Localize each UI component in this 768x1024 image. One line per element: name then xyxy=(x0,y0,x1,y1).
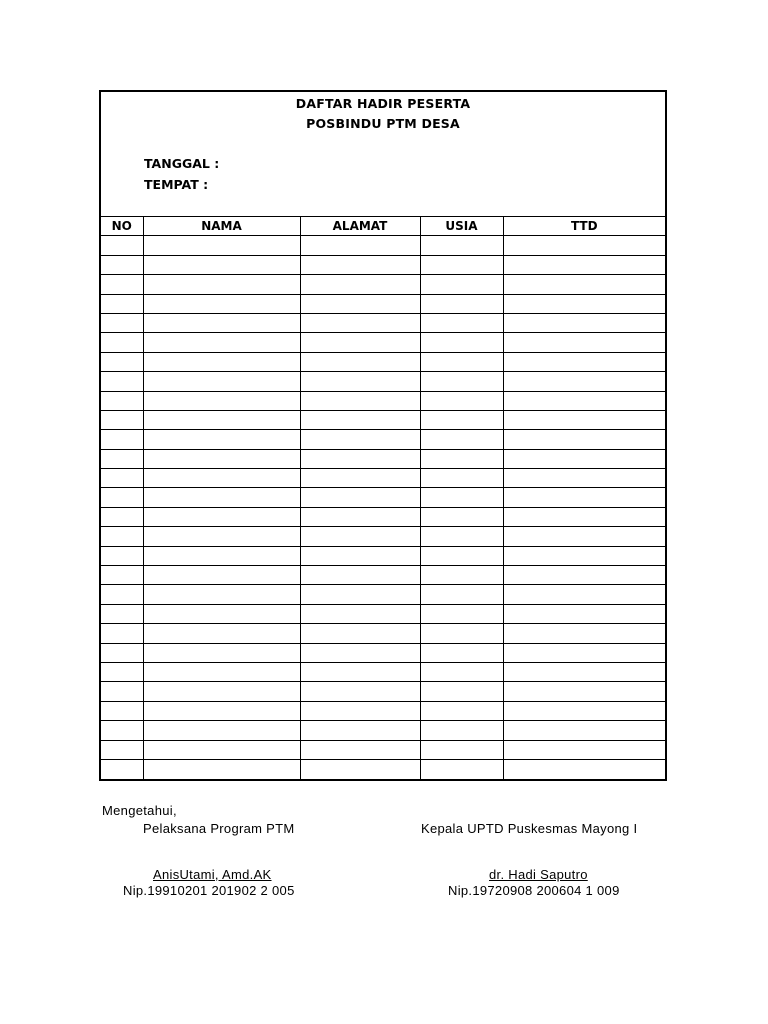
table-body xyxy=(101,236,665,779)
cell-alamat[interactable] xyxy=(300,624,420,643)
cell-nama[interactable] xyxy=(143,682,300,701)
cell-ttd[interactable] xyxy=(503,624,665,643)
column-header-ttd: TTD xyxy=(503,217,665,236)
cell-nama[interactable] xyxy=(143,566,300,585)
cell-alamat[interactable] xyxy=(300,255,420,274)
cell-ttd[interactable] xyxy=(503,294,665,313)
cell-alamat[interactable] xyxy=(300,566,420,585)
table-row xyxy=(101,682,665,701)
cell-no[interactable] xyxy=(101,294,143,313)
cell-ttd[interactable] xyxy=(503,604,665,623)
cell-alamat[interactable] xyxy=(300,275,420,294)
table-row xyxy=(101,449,665,468)
cell-usia[interactable] xyxy=(420,352,503,371)
cell-alamat[interactable] xyxy=(300,333,420,352)
cell-no[interactable] xyxy=(101,585,143,604)
table-row xyxy=(101,294,665,313)
table-row xyxy=(101,585,665,604)
table-row xyxy=(101,410,665,429)
cell-usia[interactable] xyxy=(420,759,503,778)
cell-ttd[interactable] xyxy=(503,275,665,294)
cell-alamat[interactable] xyxy=(300,721,420,740)
cell-alamat[interactable] xyxy=(300,759,420,778)
cell-nama[interactable] xyxy=(143,352,300,371)
cell-ttd[interactable] xyxy=(503,488,665,507)
cell-alamat[interactable] xyxy=(300,701,420,720)
cell-nama[interactable] xyxy=(143,372,300,391)
cell-no[interactable] xyxy=(101,391,143,410)
cell-ttd[interactable] xyxy=(503,255,665,274)
cell-no[interactable] xyxy=(101,449,143,468)
table-row xyxy=(101,430,665,449)
cell-nama[interactable] xyxy=(143,643,300,662)
cell-nama[interactable] xyxy=(143,701,300,720)
table-row xyxy=(101,372,665,391)
table-row xyxy=(101,391,665,410)
cell-usia[interactable] xyxy=(420,701,503,720)
cell-no[interactable] xyxy=(101,721,143,740)
column-header-nama: NAMA xyxy=(143,217,300,236)
cell-ttd[interactable] xyxy=(503,372,665,391)
cell-ttd[interactable] xyxy=(503,236,665,255)
cell-ttd[interactable] xyxy=(503,449,665,468)
cell-usia[interactable] xyxy=(420,391,503,410)
cell-ttd[interactable] xyxy=(503,759,665,778)
right-signatory-role: Kepala UPTD Puskesmas Mayong I xyxy=(421,821,638,836)
cell-no[interactable] xyxy=(101,469,143,488)
column-header-alamat: ALAMAT xyxy=(300,217,420,236)
cell-nama[interactable] xyxy=(143,294,300,313)
cell-usia[interactable] xyxy=(420,275,503,294)
cell-alamat[interactable] xyxy=(300,662,420,681)
table-row xyxy=(101,469,665,488)
cell-ttd[interactable] xyxy=(503,352,665,371)
cell-nama[interactable] xyxy=(143,430,300,449)
cell-no[interactable] xyxy=(101,352,143,371)
cell-nama[interactable] xyxy=(143,469,300,488)
table-row xyxy=(101,275,665,294)
cell-ttd[interactable] xyxy=(503,333,665,352)
cell-no[interactable] xyxy=(101,275,143,294)
right-signatory-nip: Nip.19720908 200604 1 009 xyxy=(448,883,620,898)
cell-nama[interactable] xyxy=(143,721,300,740)
attendance-table xyxy=(101,216,665,779)
column-header-no: NO xyxy=(101,217,143,236)
cell-nama[interactable] xyxy=(143,410,300,429)
cell-ttd[interactable] xyxy=(503,566,665,585)
cell-nama[interactable] xyxy=(143,759,300,778)
cell-nama[interactable] xyxy=(143,662,300,681)
left-signatory-nip: Nip.19910201 201902 2 005 xyxy=(123,883,295,898)
cell-alamat[interactable] xyxy=(300,469,420,488)
cell-usia[interactable] xyxy=(420,546,503,565)
cell-nama[interactable] xyxy=(143,255,300,274)
cell-no[interactable] xyxy=(101,566,143,585)
cell-ttd[interactable] xyxy=(503,313,665,332)
cell-no[interactable] xyxy=(101,236,143,255)
table-row xyxy=(101,701,665,720)
cell-no[interactable] xyxy=(101,333,143,352)
attendance-form xyxy=(99,90,667,781)
cell-ttd[interactable] xyxy=(503,643,665,662)
cell-no[interactable] xyxy=(101,682,143,701)
cell-nama[interactable] xyxy=(143,449,300,468)
table-row xyxy=(101,236,665,255)
table-row xyxy=(101,255,665,274)
cell-usia[interactable] xyxy=(420,236,503,255)
cell-no[interactable] xyxy=(101,430,143,449)
cell-ttd[interactable] xyxy=(503,662,665,681)
cell-no[interactable] xyxy=(101,255,143,274)
cell-alamat[interactable] xyxy=(300,449,420,468)
cell-alamat[interactable] xyxy=(300,527,420,546)
cell-ttd[interactable] xyxy=(503,701,665,720)
cell-usia[interactable] xyxy=(420,604,503,623)
cell-alamat[interactable] xyxy=(300,294,420,313)
table-row xyxy=(101,759,665,778)
cell-alamat[interactable] xyxy=(300,604,420,623)
cell-usia[interactable] xyxy=(420,488,503,507)
cell-nama[interactable] xyxy=(143,236,300,255)
cell-alamat[interactable] xyxy=(300,740,420,759)
tanggal-label: TANGGAL : xyxy=(144,156,220,171)
table-row xyxy=(101,624,665,643)
cell-nama[interactable] xyxy=(143,585,300,604)
cell-no[interactable] xyxy=(101,410,143,429)
cell-usia[interactable] xyxy=(420,294,503,313)
table-row xyxy=(101,604,665,623)
cell-ttd[interactable] xyxy=(503,469,665,488)
left-signatory-role: Pelaksana Program PTM xyxy=(143,821,295,836)
table-row xyxy=(101,546,665,565)
table-row xyxy=(101,527,665,546)
cell-no[interactable] xyxy=(101,507,143,526)
cell-alamat[interactable] xyxy=(300,236,420,255)
table-row xyxy=(101,352,665,371)
cell-usia[interactable] xyxy=(420,449,503,468)
cell-usia[interactable] xyxy=(420,566,503,585)
cell-nama[interactable] xyxy=(143,313,300,332)
cell-ttd[interactable] xyxy=(503,682,665,701)
cell-nama[interactable] xyxy=(143,604,300,623)
cell-no[interactable] xyxy=(101,372,143,391)
table-row xyxy=(101,507,665,526)
cell-no[interactable] xyxy=(101,740,143,759)
cell-usia[interactable] xyxy=(420,372,503,391)
cell-usia[interactable] xyxy=(420,721,503,740)
cell-no[interactable] xyxy=(101,313,143,332)
form-title: DAFTAR HADIR PESERTA xyxy=(295,96,471,111)
cell-ttd[interactable] xyxy=(503,430,665,449)
cell-nama[interactable] xyxy=(143,275,300,294)
cell-usia[interactable] xyxy=(420,313,503,332)
cell-alamat[interactable] xyxy=(300,430,420,449)
cell-no[interactable] xyxy=(101,488,143,507)
form-header xyxy=(101,92,665,216)
cell-nama[interactable] xyxy=(143,740,300,759)
form-subtitle: POSBINDU PTM DESA xyxy=(306,116,460,131)
cell-usia[interactable] xyxy=(420,410,503,429)
cell-alamat[interactable] xyxy=(300,410,420,429)
cell-no[interactable] xyxy=(101,527,143,546)
cell-nama[interactable] xyxy=(143,333,300,352)
cell-usia[interactable] xyxy=(420,430,503,449)
cell-no[interactable] xyxy=(101,701,143,720)
cell-usia[interactable] xyxy=(420,255,503,274)
cell-ttd[interactable] xyxy=(503,721,665,740)
table-row xyxy=(101,662,665,681)
cell-nama[interactable] xyxy=(143,391,300,410)
table-row xyxy=(101,333,665,352)
table-header-row xyxy=(101,217,665,236)
cell-ttd[interactable] xyxy=(503,410,665,429)
cell-alamat[interactable] xyxy=(300,585,420,604)
cell-usia[interactable] xyxy=(420,469,503,488)
cell-alamat[interactable] xyxy=(300,546,420,565)
table-row xyxy=(101,740,665,759)
tempat-label: TEMPAT : xyxy=(144,177,209,192)
cell-nama[interactable] xyxy=(143,488,300,507)
cell-no[interactable] xyxy=(101,759,143,778)
cell-alamat[interactable] xyxy=(300,352,420,371)
cell-alamat[interactable] xyxy=(300,313,420,332)
cell-ttd[interactable] xyxy=(503,527,665,546)
cell-nama[interactable] xyxy=(143,527,300,546)
table-row xyxy=(101,313,665,332)
cell-no[interactable] xyxy=(101,546,143,565)
cell-no[interactable] xyxy=(101,662,143,681)
cell-ttd[interactable] xyxy=(503,391,665,410)
cell-usia[interactable] xyxy=(420,643,503,662)
cell-usia[interactable] xyxy=(420,740,503,759)
cell-usia[interactable] xyxy=(420,585,503,604)
table-row xyxy=(101,488,665,507)
cell-usia[interactable] xyxy=(420,662,503,681)
right-signatory-name: dr. Hadi Saputro xyxy=(489,867,588,882)
cell-alamat[interactable] xyxy=(300,488,420,507)
left-signatory-name: AnisUtami, Amd.AK xyxy=(153,867,272,882)
cell-usia[interactable] xyxy=(420,333,503,352)
mengetahui-label: Mengetahui, xyxy=(102,803,177,818)
cell-alamat[interactable] xyxy=(300,682,420,701)
table-row xyxy=(101,566,665,585)
cell-no[interactable] xyxy=(101,624,143,643)
table-row xyxy=(101,721,665,740)
cell-ttd[interactable] xyxy=(503,585,665,604)
cell-no[interactable] xyxy=(101,643,143,662)
cell-ttd[interactable] xyxy=(503,546,665,565)
cell-alamat[interactable] xyxy=(300,372,420,391)
cell-usia[interactable] xyxy=(420,527,503,546)
cell-alamat[interactable] xyxy=(300,507,420,526)
table-row xyxy=(101,643,665,662)
cell-no[interactable] xyxy=(101,604,143,623)
cell-alamat[interactable] xyxy=(300,391,420,410)
cell-ttd[interactable] xyxy=(503,740,665,759)
cell-nama[interactable] xyxy=(143,546,300,565)
cell-ttd[interactable] xyxy=(503,507,665,526)
cell-nama[interactable] xyxy=(143,624,300,643)
cell-usia[interactable] xyxy=(420,507,503,526)
column-header-usia: USIA xyxy=(420,217,503,236)
cell-nama[interactable] xyxy=(143,507,300,526)
cell-alamat[interactable] xyxy=(300,643,420,662)
cell-usia[interactable] xyxy=(420,682,503,701)
cell-usia[interactable] xyxy=(420,624,503,643)
